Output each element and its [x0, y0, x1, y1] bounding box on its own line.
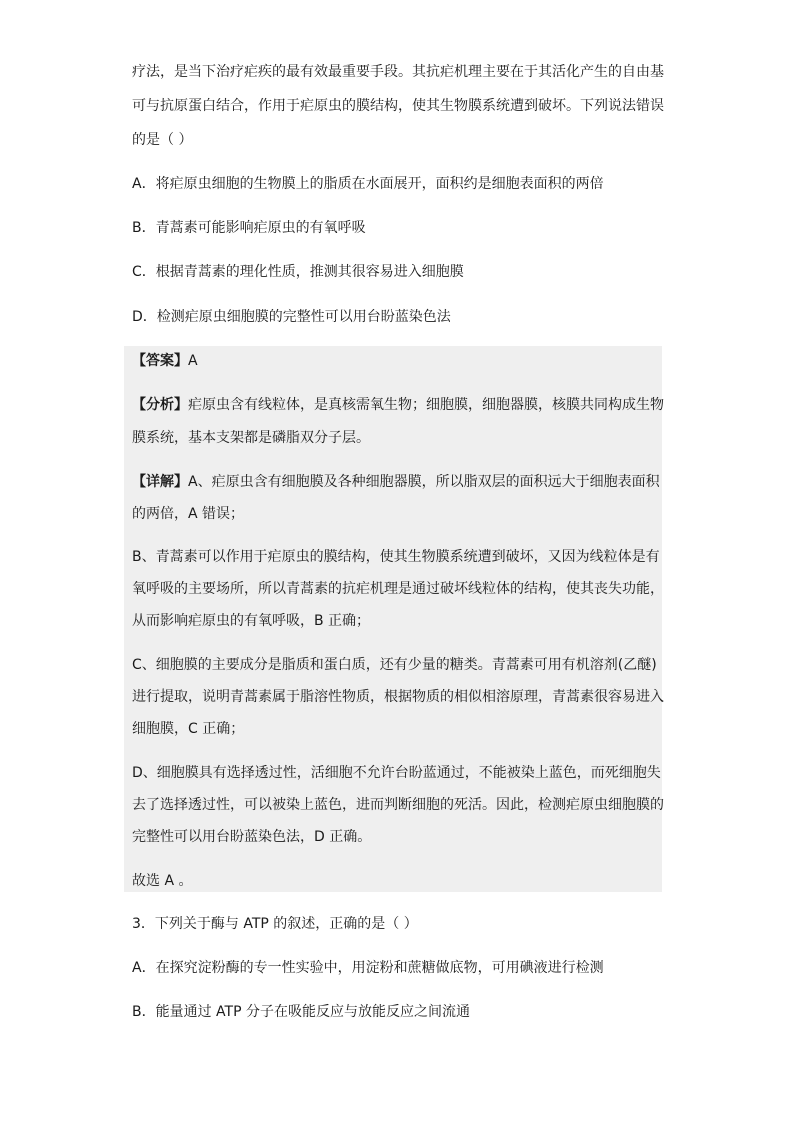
detail-line-d3: 完整性可以用台盼蓝染色法，D 正确。: [132, 829, 372, 845]
detail-line-d2: 去了选择透过性，可以被染上蓝色，进而判断细胞的死活。因此，检测疟原虫细胞膜的: [132, 797, 664, 813]
analysis-line-2: 膜系统，基本支架都是磷脂双分子层。: [132, 430, 370, 446]
question-stem-line-1: 疗法，是当下治疗疟疾的最有效最重要手段。其抗疟机理主要在于其活化产生的自由基: [132, 64, 664, 80]
detail-line-c1: C、细胞膜的主要成分是脂质和蛋白质，还有少量的糖类。青蒿素可用有机溶剂(乙醚): [132, 657, 657, 673]
analysis-text-1: 疟原虫含有线粒体，是真核需氧生物；细胞膜，细胞器膜，核膜共同构成生物: [188, 397, 664, 413]
question3-stem: 3．下列关于酶与 ATP 的叙述，正确的是（ ）: [132, 916, 418, 932]
detail-line-b2: 氧呼吸的主要场所，所以青蒿素的抗疟机理是通过破坏线粒体的结构，使其丧失功能，: [132, 581, 664, 597]
question-stem-line-3: 的是（ ）: [132, 132, 193, 148]
option-b: B．青蒿素可能影响疟原虫的有氧呼吸: [132, 220, 366, 236]
question-stem-line-2: 可与抗原蛋白结合，作用于疟原虫的膜结构，使其生物膜系统遭到破坏。下列说法错误: [132, 98, 664, 114]
detail-line-a1: [132, 472, 660, 492]
detail-line-d1: D、细胞膜具有选择透过性，活细胞不允许台盼蓝通过，不能被染上蓝色，而死细胞失: [132, 765, 661, 781]
detail-line-c2: 进行提取，说明青蒿素属于脂溶性物质，根据物质的相似相溶原理，青蒿素很容易进入: [132, 689, 664, 705]
detail-line-a2: 的两倍，A 错误；: [132, 506, 245, 522]
answer-value: A: [188, 353, 198, 369]
answer-tag: 【答案】: [132, 353, 188, 369]
detail-conclusion: 故选 A 。: [132, 873, 193, 889]
question3-option-b: B．能量通过 ATP 分子在吸能反应与放能反应之间流通: [132, 1004, 470, 1020]
detail-line-b1: B、青蒿素可以作用于疟原虫的膜结构，使其生物膜系统遭到破坏，又因为线粒体是有: [132, 549, 660, 565]
detail-line-b3: 从而影响疟原虫的有氧呼吸，B 正确；: [132, 613, 371, 629]
option-d: D．检测疟原虫细胞膜的完整性可以用台盼蓝染色法: [132, 309, 451, 325]
detail-line-c3: 细胞膜，C 正确；: [132, 721, 245, 737]
question3-option-a: A．在探究淀粉酶的专一性实验中，用淀粉和蔗糖做底物，可用碘液进行检测: [132, 960, 604, 976]
detail-a-text-1: A、疟原虫含有细胞膜及各种细胞器膜，所以脂双层的面积远大于细胞表面积: [188, 474, 660, 490]
option-c: C．根据青蒿素的理化性质，推测其很容易进入细胞膜: [132, 264, 464, 280]
answer-line: [132, 351, 198, 371]
option-a: A．将疟原虫细胞的生物膜上的脂质在水面展开，面积约是细胞表面积的两倍: [132, 176, 604, 192]
detail-tag: 【详解】: [132, 474, 188, 490]
analysis-line-1: [132, 395, 664, 415]
analysis-tag: 【分析】: [132, 397, 188, 413]
